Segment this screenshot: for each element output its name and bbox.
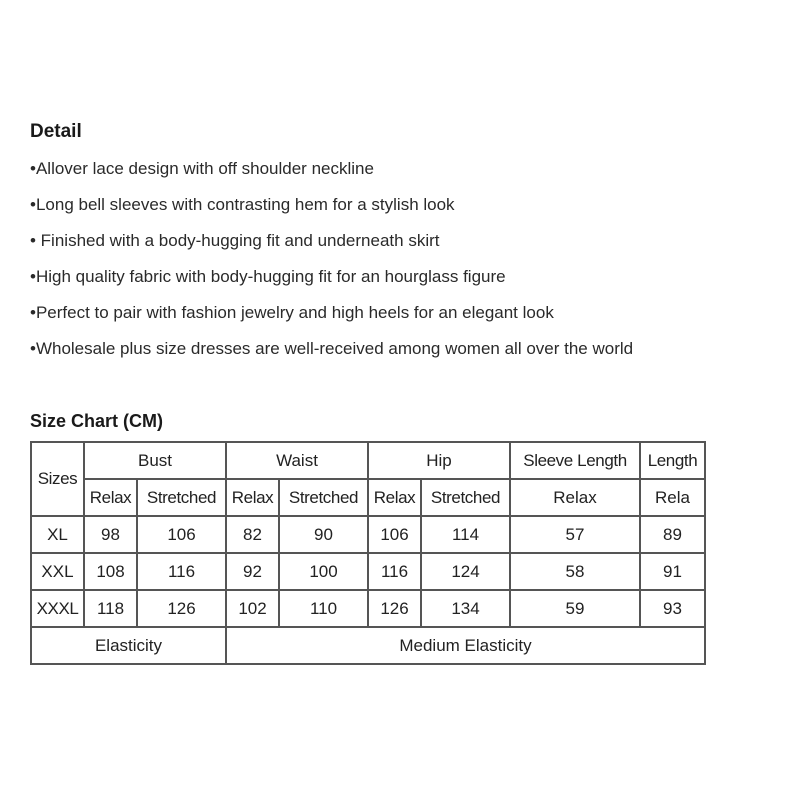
cell-size: XL <box>31 516 84 553</box>
header-bust: Bust <box>84 442 226 479</box>
subheader-bust-relax: Relax <box>84 479 137 516</box>
cell-waist-relax: 102 <box>226 590 279 627</box>
cell-bust-relax: 98 <box>84 516 137 553</box>
cell-hip-stretched: 124 <box>421 553 510 590</box>
header-waist: Waist <box>226 442 368 479</box>
cell-waist-stretched: 110 <box>279 590 368 627</box>
table-subheader-row <box>31 479 705 516</box>
cell-waist-stretched: 90 <box>279 516 368 553</box>
cell-bust-relax: 118 <box>84 590 137 627</box>
size-chart-title: Size Chart (CM) <box>30 411 164 431</box>
cell-hip-stretched: 114 <box>421 516 510 553</box>
cell-hip-relax: 126 <box>368 590 421 627</box>
cell-hip-relax: 106 <box>368 516 421 553</box>
header-sizes: Sizes <box>31 442 84 516</box>
subheader-sleeve-relax: Relax <box>510 479 640 516</box>
detail-bullet: •Perfect to pair with fashion jewelry and high heels for an elegant look <box>30 303 554 322</box>
elasticity-row <box>31 627 705 664</box>
cell-length: 91 <box>640 553 705 590</box>
detail-heading: Detail <box>30 121 82 142</box>
detail-bullet: •High quality fabric with body-hugging fit for an hourglass figure <box>30 267 506 286</box>
cell-sleeve: 59 <box>510 590 640 627</box>
detail-section <box>30 119 633 367</box>
table-row <box>31 553 705 590</box>
subheader-waist-stretched: Stretched <box>279 479 368 516</box>
header-sleeve-length: Sleeve Length <box>510 442 640 479</box>
cell-size: XXL <box>31 553 84 590</box>
table-row <box>31 516 705 553</box>
subheader-length-relax: Rela <box>640 479 705 516</box>
size-chart-table <box>30 441 706 665</box>
cell-waist-relax: 92 <box>226 553 279 590</box>
detail-bullet: • Finished with a body-hugging fit and underneath skirt <box>30 231 440 250</box>
subheader-hip-relax: Relax <box>368 479 421 516</box>
table-header-row <box>31 442 705 479</box>
detail-bullet-list <box>30 151 633 367</box>
cell-length: 93 <box>640 590 705 627</box>
cell-bust-stretched: 106 <box>137 516 226 553</box>
cell-hip-relax: 116 <box>368 553 421 590</box>
elasticity-label: Elasticity <box>31 627 226 664</box>
detail-bullet: •Long bell sleeves with contrasting hem for a stylish look <box>30 195 455 214</box>
subheader-hip-stretched: Stretched <box>421 479 510 516</box>
cell-bust-stretched: 116 <box>137 553 226 590</box>
cell-length: 89 <box>640 516 705 553</box>
cell-sleeve: 57 <box>510 516 640 553</box>
elasticity-value: Medium Elasticity <box>226 627 705 664</box>
cell-waist-stretched: 100 <box>279 553 368 590</box>
table-row <box>31 590 705 627</box>
subheader-waist-relax: Relax <box>226 479 279 516</box>
subheader-bust-stretched: Stretched <box>137 479 226 516</box>
detail-bullet: •Wholesale plus size dresses are well-received among women all over the world <box>30 339 634 358</box>
header-hip: Hip <box>368 442 510 479</box>
cell-sleeve: 58 <box>510 553 640 590</box>
cell-bust-relax: 108 <box>84 553 137 590</box>
header-length: Length <box>640 442 705 479</box>
cell-hip-stretched: 134 <box>421 590 510 627</box>
detail-bullet: •Allover lace design with off shoulder neckline <box>30 159 374 178</box>
cell-bust-stretched: 126 <box>137 590 226 627</box>
cell-size: XXXL <box>31 590 84 627</box>
cell-waist-relax: 82 <box>226 516 279 553</box>
